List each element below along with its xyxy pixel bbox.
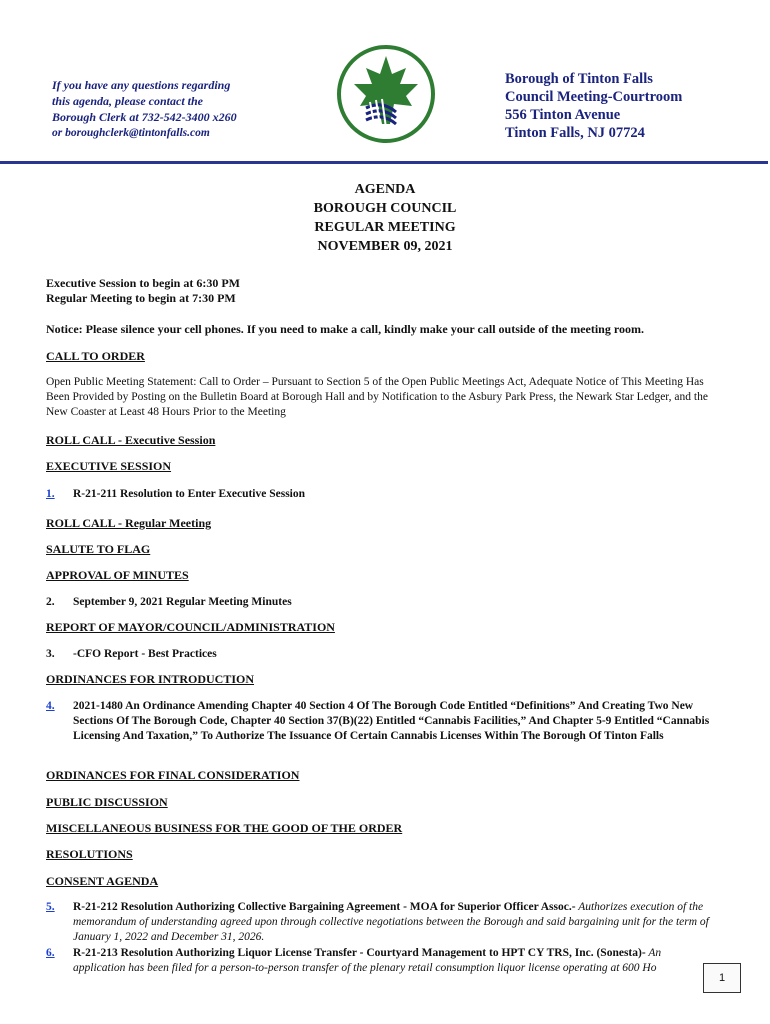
item-number-link[interactable]: 1. <box>46 488 55 500</box>
roll-call-sub: - Regular Meeting <box>115 516 212 530</box>
contact-line: Borough Clerk at 732-542-3400 x260 <box>52 110 237 124</box>
heading-roll-call-exec <box>46 433 215 448</box>
roll-call-label: ROLL CALL <box>46 433 116 447</box>
address-line: Council Meeting-Courtroom <box>505 89 683 105</box>
borough-logo-icon <box>336 44 436 144</box>
title-line: REGULAR MEETING <box>314 220 456 235</box>
title-line: BOROUGH COUNCIL <box>313 201 457 216</box>
item-title: -CFO Report - Best Practices <box>73 648 217 660</box>
item-title: 2021-1480 An Ordinance Amending Chapter 40 Section 4 Of The Borough Code Entitled “Definitions” And Creating Two New Sections Of The Borough Code, Chapter 40 Section 37(B)(22) Entitled “Cannabis Facilities,” And Chapter 5-9 Entitled “Cannabis Licensing And Taxation,” To Authorize The Issuance Of Certain Cannabis Licenses Within The Borough Of Tinton Falls <box>73 700 710 742</box>
heading-consent: CONSENT AGENDA <box>46 874 159 888</box>
contact-line: If you have any questions regarding <box>52 78 231 92</box>
regular-time: Regular Meeting to begin at 7:30 PM <box>46 291 236 305</box>
heading-call-to-order: CALL TO ORDER <box>46 349 145 363</box>
item-number: 2. <box>46 596 55 608</box>
heading-report: REPORT OF MAYOR/COUNCIL/ADMINISTRATION <box>46 620 335 634</box>
item-title: R-21-212 Resolution Authorizing Collective Bargaining Agreement - MOA for Superior Officer Assoc.- <box>73 901 576 913</box>
heading-ord-final: ORDINANCES FOR FINAL CONSIDERATION <box>46 768 300 782</box>
borough-address <box>505 70 755 142</box>
heading-resolutions: RESOLUTIONS <box>46 847 133 861</box>
agenda-item <box>46 595 726 610</box>
title-line: NOVEMBER 09, 2021 <box>317 239 453 254</box>
heading-approval: APPROVAL OF MINUTES <box>46 568 189 582</box>
contact-email: or boroughclerk@tintonfalls.com <box>52 127 210 139</box>
heading-roll-call-regular <box>46 516 211 531</box>
agenda-item <box>46 900 726 945</box>
heading-executive-session: EXECUTIVE SESSION <box>46 459 172 473</box>
agenda-item <box>46 699 726 744</box>
roll-call-sub: - Executive Session <box>115 433 216 447</box>
item-number-link[interactable]: 6. <box>46 947 55 959</box>
contact-line: this agenda, please contact the <box>52 94 203 108</box>
address-line: Tinton Falls, NJ 07724 <box>505 125 645 141</box>
address-line: 556 Tinton Avenue <box>505 107 621 123</box>
header-divider <box>0 161 768 164</box>
executive-time: Executive Session to begin at 6:30 PM <box>46 276 240 290</box>
notice-text: Notice: Please silence your cell phones. If you need to make a call, kindly make your call outside of the meeting room. <box>46 322 644 336</box>
session-times <box>46 276 240 306</box>
agenda-item <box>46 946 696 976</box>
agenda-title <box>0 180 770 256</box>
heading-salute: SALUTE TO FLAG <box>46 542 151 556</box>
item-description: An application has been filed for a person-to-person transfer of the plenary retail consumption liquor license operating at 600 Ho <box>73 947 662 974</box>
agenda-item <box>46 487 726 502</box>
opma-statement: Open Public Meeting Statement: Call to Order – Pursuant to Section 5 of the Open Public Meetings Act, Adequate Notice of This Meeting Has Been Provided by Posting on the Bulletin Board at Borough Hall and by Notification to the Asbury Park Press, the Newark Star Ledger, and the New Coaster at Least 48 Hours Prior to the Meeting <box>46 376 708 418</box>
heading-ord-intro: ORDINANCES FOR INTRODUCTION <box>46 672 255 686</box>
item-number: 3. <box>46 648 55 660</box>
title-line: AGENDA <box>354 182 416 197</box>
contact-info <box>52 77 312 141</box>
item-title: September 9, 2021 Regular Meeting Minutes <box>73 596 292 608</box>
item-description: Authorizes execution of the memorandum of understanding agreed upon through collective negotiations between the Borough and said bargaining unit for the term of January 1, 2022 and December 31, 2026. <box>73 901 709 943</box>
item-number-link[interactable]: 5. <box>46 901 55 913</box>
item-title: R-21-213 Resolution Authorizing Liquor License Transfer - Courtyard Management to HPT CY TRS, Inc. (Sonesta)- <box>73 947 646 959</box>
page-number-badge: 1 <box>703 963 741 993</box>
heading-misc: MISCELLANEOUS BUSINESS FOR THE GOOD OF THE ORDER <box>46 821 403 835</box>
heading-public: PUBLIC DISCUSSION <box>46 795 168 809</box>
roll-call-label: ROLL CALL <box>46 516 116 530</box>
agenda-item <box>46 647 726 662</box>
item-number-link[interactable]: 4. <box>46 700 55 712</box>
item-title: R-21-211 Resolution to Enter Executive Session <box>73 488 306 500</box>
address-line: Borough of Tinton Falls <box>505 71 653 87</box>
